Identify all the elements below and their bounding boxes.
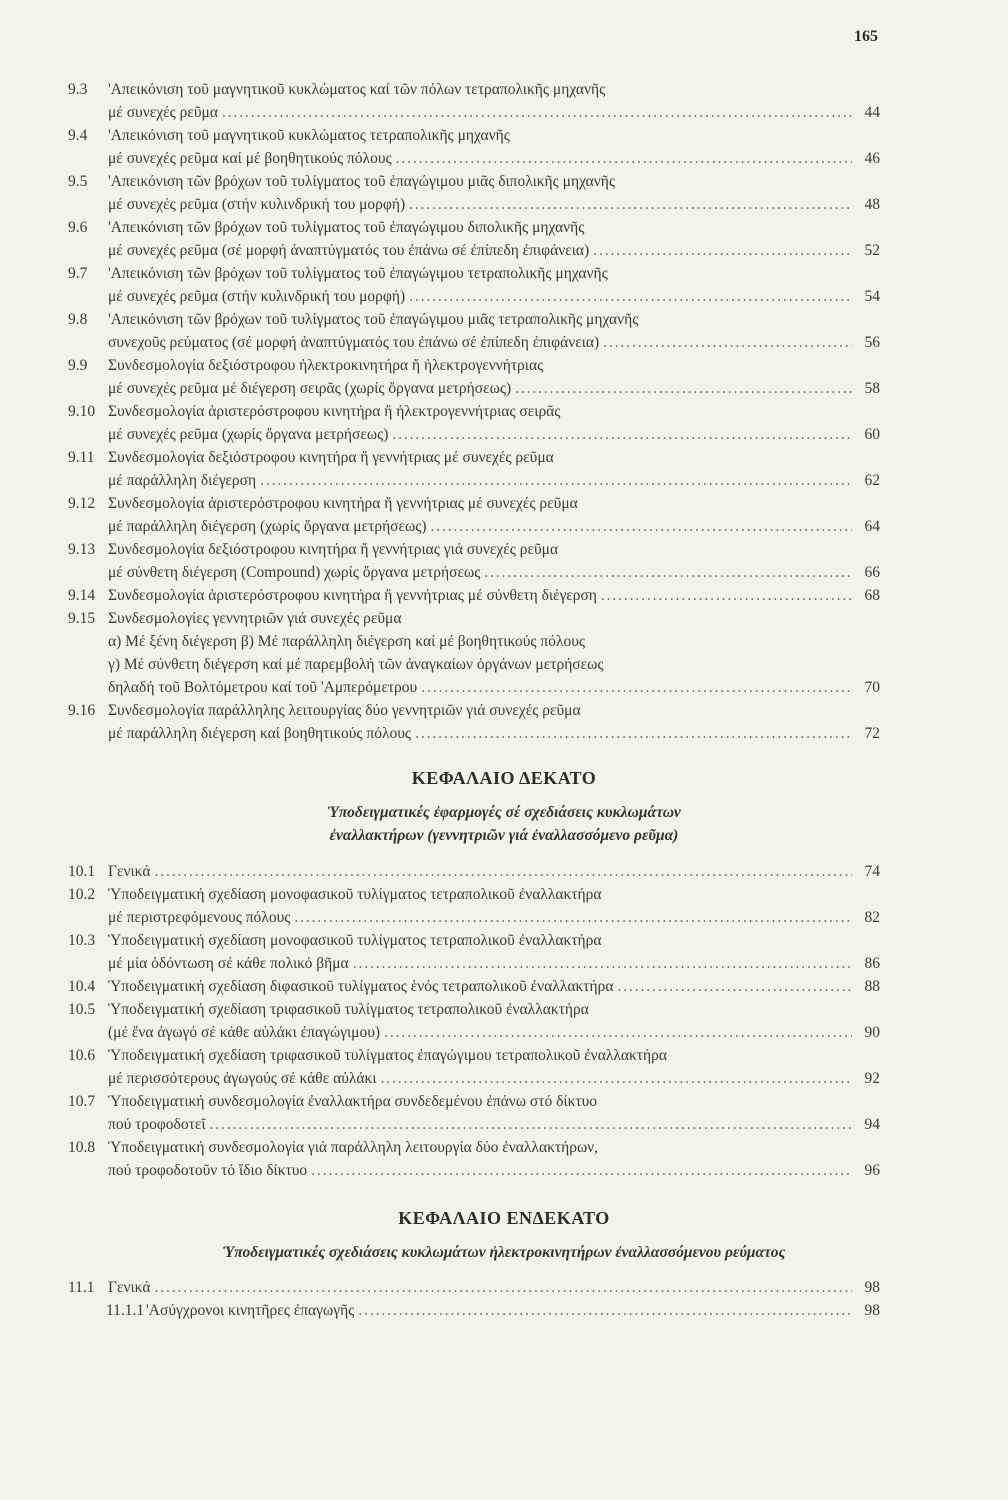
toc-entry-text: μέ παράλληλη διέγερση xyxy=(108,472,257,489)
dot-leader xyxy=(431,515,852,538)
dot-leader xyxy=(409,193,852,216)
toc-entry-number: 10.8 xyxy=(68,1139,96,1156)
toc-entry-number: 9.14 xyxy=(68,587,96,604)
dot-leader xyxy=(260,469,852,492)
toc-entry-text: Συνδεσμολογίες γεννητριῶν γιά συνεχές ρεῦμα xyxy=(108,610,402,627)
toc-entry-text: μέ περισσότερους ἀγωγούς σέ κάθε αὐλάκι xyxy=(108,1070,377,1087)
toc-entry-page: 82 xyxy=(864,909,880,926)
toc-entry-line xyxy=(68,975,880,998)
toc-entry-text: 'Απεικόνιση τῶν βρόχων τοῦ τυλίγματος τοῦ ἐπαγώγιμου διπολικῆς μηχανῆς xyxy=(108,219,585,236)
dot-leader xyxy=(210,1113,853,1136)
toc-entry-number: 10.3 xyxy=(68,932,96,949)
toc-entry xyxy=(68,262,880,308)
toc-entry xyxy=(68,584,880,607)
toc-entry-text: μέ συνεχές ρεῦμα xyxy=(108,104,218,121)
toc-entry-text: Συνδεσμολογία παράλληλης λειτουργίας δύο γεννητριῶν γιά συνεχές ρεῦμα xyxy=(108,702,581,719)
toc-entry-line xyxy=(68,1044,880,1067)
toc-entry-line xyxy=(68,170,880,193)
toc-entry-text: Γενικά xyxy=(108,1279,151,1296)
toc-entry-line xyxy=(68,1136,880,1159)
toc-entry-line xyxy=(68,400,880,423)
toc-entry-page: 68 xyxy=(864,587,880,604)
toc-entry xyxy=(68,538,880,584)
toc-entry-line xyxy=(68,262,880,285)
toc-entry-line xyxy=(68,584,880,607)
toc-entry-page: 88 xyxy=(864,978,880,995)
toc-entry-line xyxy=(68,722,880,745)
chapter11-title: ΚΕΦΑΛΑΙΟ ΕΝΔΕΚΑΤΟ xyxy=(398,1208,610,1228)
toc-entry-number: 9.12 xyxy=(68,495,96,512)
toc-entry-line xyxy=(68,538,880,561)
toc-entry-text: Συνδεσμολογία δεξιόστροφου κινητήρα ἤ γεννήτριας γιά συνεχές ρεῦμα xyxy=(108,541,559,558)
toc-entry-number: 9.4 xyxy=(68,127,88,144)
toc-entry-line xyxy=(68,78,880,101)
toc-entry-line xyxy=(68,1159,880,1182)
toc-entry-page: 96 xyxy=(864,1162,880,1179)
toc-entry-text: μέ συνεχές ρεῦμα (σέ μορφή ἀναπτύγματός του ἐπάνω σέ ἐπίπεδη ἐπιφάνεια) xyxy=(108,242,590,259)
toc-entry-text: Γενικά xyxy=(108,863,151,880)
toc-entry-line xyxy=(68,906,880,929)
toc-entry-text: 'Απεικόνιση τοῦ μαγνητικοῦ κυκλώματος καί τῶν πόλων τετραπολικῆς μηχανῆς xyxy=(108,81,606,98)
toc-entry-text: πού τροφοδοτεῖ xyxy=(108,1116,206,1133)
toc-entry xyxy=(68,883,880,929)
toc-entry-number: 10.2 xyxy=(68,886,96,903)
toc-entry-number: 9.10 xyxy=(68,403,96,420)
toc-entry-page: 94 xyxy=(864,1116,880,1133)
toc-entry-page: 90 xyxy=(864,1024,880,1041)
toc-entry-text: Ὑποδειγματική σχεδίαση τριφασικοῦ τυλίγματος τετραπολικοῦ ἐναλλακτήρα xyxy=(108,1001,589,1018)
toc-block-chapter9 xyxy=(68,78,880,745)
toc-entry-line xyxy=(68,446,880,469)
toc-entry-page: 86 xyxy=(864,955,880,972)
toc-entry xyxy=(68,492,880,538)
toc-entry-line xyxy=(68,1021,880,1044)
toc-entry-text: Ὑποδειγματική σχεδίαση τριφασικοῦ τυλίγματος ἐπαγώγιμου τετραπολικοῦ ἐναλλακτήρα xyxy=(108,1047,667,1064)
toc-entry-line xyxy=(68,331,880,354)
toc-entry-text: Ὑποδειγματική σχεδίαση μονοφασικοῦ τυλίγματος τετραπολικοῦ ἐναλλακτήρα xyxy=(108,886,602,903)
page-number: 165 xyxy=(854,28,878,45)
toc-entry-number: 10.7 xyxy=(68,1093,96,1110)
toc-entry-text: 'Ασύγχρονοι κινητῆρες ἐπαγωγῆς xyxy=(146,1302,355,1319)
toc-entry-text: Ὑποδειγματική συνδεσμολογία ἐναλλακτήρα συνδεδεμένου ἐπάνω στό δίκτυο xyxy=(108,1093,598,1110)
dot-leader xyxy=(515,377,852,400)
toc-entry-line xyxy=(68,308,880,331)
toc-entry-line xyxy=(68,1090,880,1113)
toc-entry-line xyxy=(68,929,880,952)
toc-entry-text: μέ περιστρεφόμενους πόλους xyxy=(108,909,291,926)
toc-entry-line xyxy=(68,124,880,147)
toc-entry-line xyxy=(68,630,880,653)
chapter10-subtitle-line1: Ὑποδειγματικές ἐφαρμογές σέ σχεδιάσεις κυκλωμάτων xyxy=(327,804,681,821)
toc-entry-number: 11.1 xyxy=(68,1279,95,1296)
toc-entry-line xyxy=(68,515,880,538)
toc-entry-text: α) Μέ ξένη διέγερση β) Μέ παράλληλη διέγερση καί μέ βοηθητικούς πόλους xyxy=(108,633,586,650)
toc-entry xyxy=(68,354,880,400)
toc-entry-page: 66 xyxy=(864,564,880,581)
toc-entry-page: 54 xyxy=(864,288,880,305)
chapter10-title: ΚΕΦΑΛΑΙΟ ΔΕΚΑΤΟ xyxy=(411,768,597,788)
toc-entry xyxy=(68,1299,880,1322)
toc-entry-number: 9.7 xyxy=(68,265,88,282)
toc-entry-line xyxy=(68,860,880,883)
toc-entry xyxy=(68,308,880,354)
toc-entry xyxy=(68,699,880,745)
toc-entry-text: γ) Μέ σύνθετη διέγερση καί μέ παρεμβολή τῶν ἀναγκαίων ὀργάνων μετρήσεως xyxy=(108,656,604,673)
toc-entry-page: 98 xyxy=(864,1279,880,1296)
toc-entry-line xyxy=(68,101,880,124)
toc-entry-line xyxy=(68,1113,880,1136)
toc-entry-text: 'Απεικόνιση τῶν βρόχων τοῦ τυλίγματος τοῦ ἐπαγώγιμου τετραπολικῆς μηχανῆς xyxy=(108,265,608,282)
toc-entry-number: 9.15 xyxy=(68,610,96,627)
toc-entry-line xyxy=(68,561,880,584)
toc-entry-line xyxy=(68,998,880,1021)
dot-leader xyxy=(484,561,852,584)
toc-entry-line xyxy=(68,216,880,239)
dot-leader xyxy=(381,1067,852,1090)
toc-entry-line xyxy=(68,469,880,492)
toc-entry-page: 44 xyxy=(864,104,880,121)
toc-entry xyxy=(68,170,880,216)
toc-entry-line xyxy=(68,1276,880,1299)
toc-entry xyxy=(68,446,880,492)
toc-entry-page: 58 xyxy=(864,380,880,397)
toc-entry-text: μέ παράλληλη διέγερση καί βοηθητικούς πόλους xyxy=(108,725,412,742)
toc-entry-line xyxy=(68,699,880,722)
toc-entry xyxy=(68,929,880,975)
toc-entry-text: Συνδεσμολογία ἀριστερόστροφου κινητήρα ἤ ἠλεκτρογεννήτριας σειρᾶς xyxy=(108,403,561,420)
dot-leader xyxy=(311,1159,852,1182)
toc-entry-number: 10.6 xyxy=(68,1047,96,1064)
toc-entry-page: 46 xyxy=(864,150,880,167)
toc-entry-text: δηλαδή τοῦ Βολτόμετρου καί τοῦ 'Αμπερόμετρου xyxy=(108,679,418,696)
toc-entry-line xyxy=(68,952,880,975)
toc-entry-line xyxy=(68,285,880,308)
toc-entry-page: 60 xyxy=(864,426,880,443)
toc-entry-page: 64 xyxy=(864,518,880,535)
toc-entry-text: συνεχοῦς ρεύματος (σέ μορφή ἀναπτύγματός του ἐπάνω σέ ἐπίπεδη ἐπιφάνεια) xyxy=(108,334,600,351)
toc-entry-number: 9.8 xyxy=(68,311,88,328)
toc-entry-number: 9.13 xyxy=(68,541,96,558)
toc-entry-number: 10.4 xyxy=(68,978,96,995)
toc-entry xyxy=(68,607,880,699)
toc-entry xyxy=(68,998,880,1044)
toc-block-chapter10 xyxy=(68,860,880,1182)
toc-entry-text: μέ συνεχές ρεῦμα (στήν κυλινδρική του μορφή) xyxy=(108,196,406,213)
dot-leader xyxy=(396,147,852,170)
toc-entry-text: Συνδεσμολογία ἀριστερόστροφου κινητήρα ἤ γεννήτριας μέ συνεχές ρεῦμα xyxy=(108,495,578,512)
dot-leader xyxy=(384,1021,852,1044)
toc-entry xyxy=(68,1044,880,1090)
toc-entry-line xyxy=(68,147,880,170)
toc-entry-page: 48 xyxy=(864,196,880,213)
toc-entry-text: Συνδεσμολογία δεξιόστροφου ἠλεκτροκινητήρα ἤ ἠλεκτρογεννήτριας xyxy=(108,357,544,374)
toc-entry xyxy=(68,78,880,124)
dot-leader xyxy=(415,722,852,745)
toc-entry-line xyxy=(68,676,880,699)
toc-entry xyxy=(68,1090,880,1136)
toc-entry-text: Ὑποδειγματική σχεδίαση μονοφασικοῦ τυλίγματος τετραπολικοῦ ἐναλλακτήρα xyxy=(108,932,602,949)
toc-entry-number: 11.1.1 xyxy=(106,1302,145,1319)
chapter10-subtitle-line2: ἐναλλακτήρων (γεννητριῶν γιά ἐναλλασσόμενο ρεῦμα) xyxy=(329,827,679,844)
toc-entry-number: 9.6 xyxy=(68,219,88,236)
toc-entry-number: 9.9 xyxy=(68,357,88,374)
dot-leader xyxy=(421,676,852,699)
toc-entry-text: μέ συνεχές ρεῦμα (στήν κυλινδρική του μορφή) xyxy=(108,288,406,305)
dot-leader xyxy=(358,1299,852,1322)
dot-leader xyxy=(601,584,852,607)
toc-entry xyxy=(68,860,880,883)
toc-entry-line xyxy=(68,1299,880,1322)
toc-entry-line xyxy=(68,239,880,262)
toc-entry-text: πού τροφοδοτοῦν τό ἴδιο δίκτυο xyxy=(108,1162,308,1179)
toc-entry-line xyxy=(68,653,880,676)
toc-entry-page: 62 xyxy=(864,472,880,489)
dot-leader xyxy=(294,906,852,929)
toc-entry-text: Συνδεσμολογία ἀριστερόστροφου κινητήρα ἤ γεννήτριας μέ σύνθετη διέγερση xyxy=(108,587,597,604)
toc-entry-line xyxy=(68,354,880,377)
toc-entry-line xyxy=(68,377,880,400)
toc-entry-text: μέ σύνθετη διέγερση (Compound) χωρίς ὄργανα μετρήσεως xyxy=(108,564,481,581)
toc-entry-number: 9.3 xyxy=(68,81,88,98)
toc-entry xyxy=(68,1276,880,1299)
toc-entry-text: 'Απεικόνιση τῶν βρόχων τοῦ τυλίγματος τοῦ ἐπαγώγιμου μιᾶς τετραπολικῆς μηχανῆς xyxy=(108,311,639,328)
toc-entry-line xyxy=(68,193,880,216)
toc-entry-page: 52 xyxy=(864,242,880,259)
toc-entry-text: Ὑποδειγματική σχεδίαση διφασικοῦ τυλίγματος ἑνός τετραπολικοῦ ἐναλλακτήρα xyxy=(108,978,614,995)
toc-entry-line xyxy=(68,492,880,515)
toc-entry-text: μέ μία ὀδόντωση σέ κάθε πολικό βῆμα xyxy=(108,955,349,972)
toc-entry-text: μέ συνεχές ρεῦμα (χωρίς ὄργανα μετρήσεως) xyxy=(108,426,389,443)
toc-entry-text: Ὑποδειγματική συνδεσμολογία γιά παράλληλη λειτουργία δύο ἐναλλακτήρων, xyxy=(108,1139,599,1156)
toc-entry-line xyxy=(68,883,880,906)
toc-entry-line xyxy=(68,607,880,630)
toc-entry xyxy=(68,400,880,446)
dot-leader xyxy=(154,860,852,883)
toc-entry-page: 70 xyxy=(864,679,880,696)
toc-entry xyxy=(68,1136,880,1182)
dot-leader xyxy=(593,239,852,262)
dot-leader xyxy=(409,285,852,308)
toc-entry-line xyxy=(68,423,880,446)
toc-entry xyxy=(68,124,880,170)
toc-entry-text: Συνδεσμολογία δεξιόστροφου κινητήρα ἤ γεννήτριας μέ συνεχές ρεῦμα xyxy=(108,449,554,466)
toc-entry-number: 10.1 xyxy=(68,863,96,880)
toc-entry-number: 9.11 xyxy=(68,449,95,466)
toc-entry-page: 72 xyxy=(864,725,880,742)
toc-entry-text: (μέ ἕνα ἀγωγό σέ κάθε αὐλάκι ἐπαγώγιμου) xyxy=(108,1024,381,1041)
toc-entry-page: 98 xyxy=(864,1302,880,1319)
toc-entry-line xyxy=(68,1067,880,1090)
toc-entry-number: 9.5 xyxy=(68,173,88,190)
chapter11-subtitle: Ὑποδειγματικές σχεδιάσεις κυκλωμάτων ἠλεκτροκινητήρων ἐναλλασσόμενου ρεύματος xyxy=(222,1244,786,1261)
toc-entry-page: 92 xyxy=(864,1070,880,1087)
dot-leader xyxy=(392,423,852,446)
toc-entry-text: 'Απεικόνιση τῶν βρόχων τοῦ τυλίγματος τοῦ ἐπαγώγιμου μιᾶς διπολικῆς μηχανῆς xyxy=(108,173,616,190)
toc-entry xyxy=(68,975,880,998)
toc-block-chapter11 xyxy=(68,1276,880,1322)
dot-leader xyxy=(222,101,852,124)
dot-leader xyxy=(603,331,852,354)
toc-entry xyxy=(68,216,880,262)
toc-entry-text: μέ συνεχές ρεῦμα μέ διέγερση σειρᾶς (χωρίς ὄργανα μετρήσεως) xyxy=(108,380,512,397)
toc-entry-text: 'Απεικόνιση τοῦ μαγνητικοῦ κυκλώματος τετραπολικῆς μηχανῆς xyxy=(108,127,510,144)
toc-entry-number: 9.16 xyxy=(68,702,96,719)
toc-entry-number: 10.5 xyxy=(68,1001,96,1018)
toc-entry-text: μέ παράλληλη διέγερση (χωρίς ὄργανα μετρήσεως) xyxy=(108,518,427,535)
toc-entry-page: 56 xyxy=(864,334,880,351)
dot-leader xyxy=(617,975,852,998)
toc-entry-text: μέ συνεχές ρεῦμα καί μέ βοηθητικούς πόλους xyxy=(108,150,392,167)
dot-leader xyxy=(353,952,852,975)
toc-entry-page: 74 xyxy=(864,863,880,880)
dot-leader xyxy=(154,1276,852,1299)
